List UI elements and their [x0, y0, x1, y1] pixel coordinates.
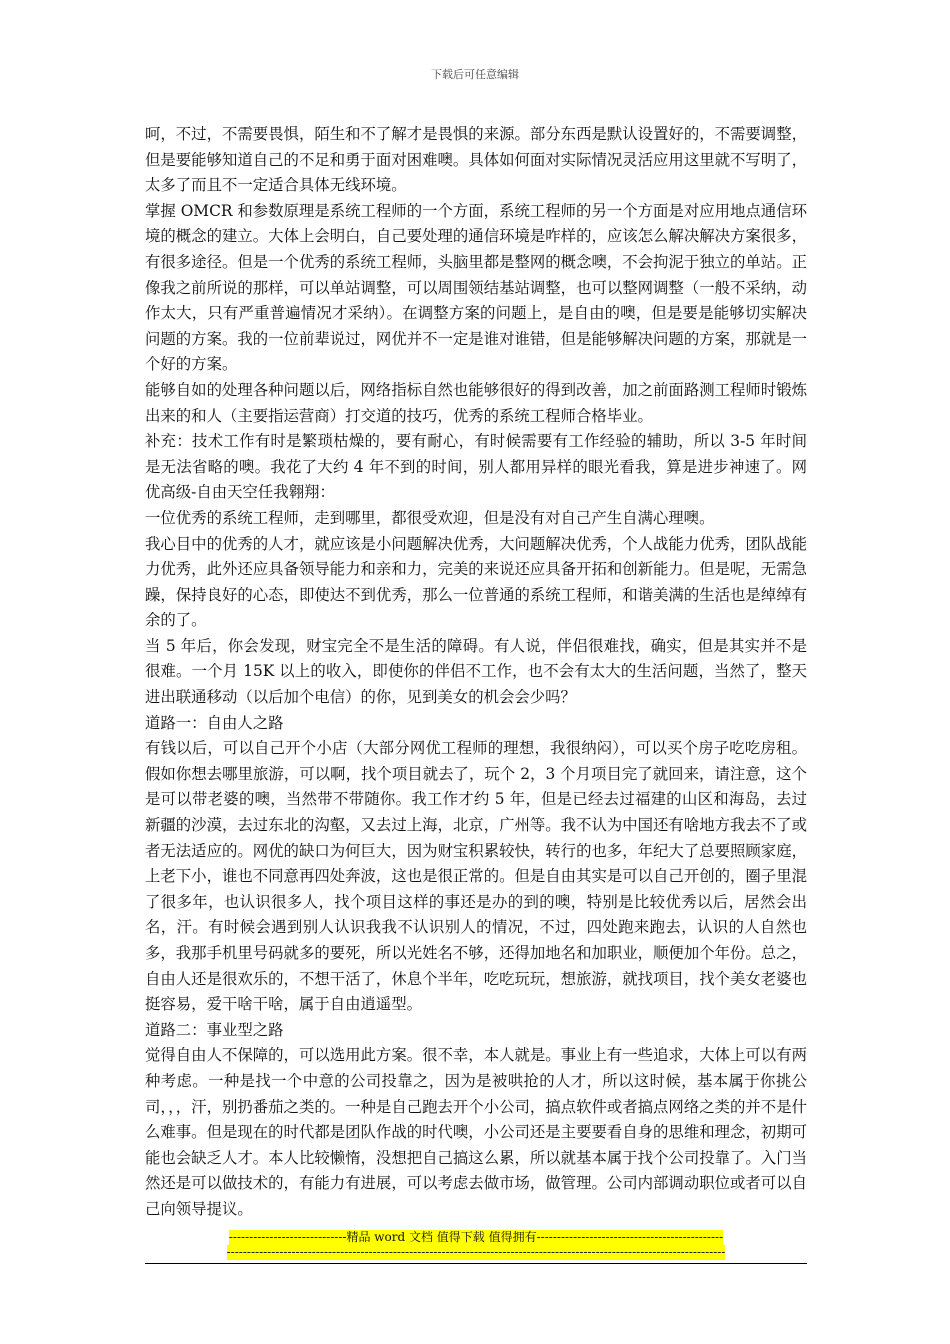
footer-dash-line: ---------------------------------------------------------------------------------------------------------------------------	[226, 1245, 726, 1259]
paragraph: 呵，不过，不需要畏惧，陌生和不了解才是畏惧的来源。部分东西是默认设置好的，不需要调整，但是要能够知道自己的不足和勇于面对困难噢。具体如何面对实际情况灵活应用这里就不写明了，太多了而且不一定适合具体无线环境。	[145, 125, 807, 195]
document-body	[145, 122, 807, 1223]
paragraph: 补充：技术工作有时是繁琐枯燥的，要有耐心，有时候需要有工作经验的辅助，所以 3-5 年时间是无法省略的噢。我花了大约 4 年不到的时间，别人都用异样的眼光看我，算是进步神速了。网优高级-自由天空任我翱翔：	[145, 432, 807, 502]
footer-banner-line: -----------------------------精品 word 文档 值得下载 值得拥有----------------------------------------------	[228, 1230, 724, 1244]
paragraph: 一位优秀的系统工程师，走到哪里，都很受欢迎，但是没有对自己产生自满心理噢。	[145, 508, 715, 527]
footer-rule	[145, 1263, 807, 1264]
page-footer	[145, 1230, 807, 1264]
section-heading: 道路二：事业型之路	[145, 1020, 284, 1039]
paragraph: 我心目中的优秀的人才，就应该是小问题解决优秀，大问题解决优秀，个人战能力优秀，团队战能力优秀，此外还应具备领导能力和亲和力，完美的来说还应具备开拓和创新能力。但是呢，无需急躁，保持良好的心态，即使达不到优秀，那么一位普通的系统工程师，和谐美满的生活也是绰绰有余的了。	[145, 534, 807, 630]
paragraph: 能够自如的处理各种问题以后，网络指标自然也能够很好的得到改善，加之前面路测工程师时锻炼出来的和人（主要指运营商）打交道的技巧，优秀的系统工程师合格毕业。	[145, 380, 807, 425]
paragraph: 觉得自由人不保障的，可以选用此方案。很不幸，本人就是。事业上有一些追求，大体上可以有两种考虑。一种是找一个中意的公司投靠之，因为是被哄抢的人才，所以这时候，基本属于你挑公司，，，汗，别扔番茄之类的。一种是自己跑去开个小公司，搞点软件或者搞点网络之类的并不是什么难事。但是现在的时代都是团队作战的时代噢，小公司还是主要要看自身的思维和理念，初期可能也会缺乏人才。本人比较懒惰，没想把自己搞这么累，所以就基本属于找个公司投靠了。入门当然还是可以做技术的，有能力有进展，可以考虑去做市场，做管理。公司内部调动职位或者可以自己向领导提议。	[145, 1046, 807, 1218]
paragraph: 当 5 年后，你会发现，财宝完全不是生活的障碍。有人说，伴侣很难找，确实，但是其实并不是很难。一个月 15K 以上的收入，即使你的伴侣不工作，也不会有太大的生活问题，当然了，整天进出联通移动（以后加个电信）的你，见到美女的机会会少吗？	[145, 636, 807, 707]
section-heading: 道路一：自由人之路	[145, 713, 284, 732]
page-header: 下载后可任意编辑	[431, 68, 519, 81]
paragraph: 掌握 OMCR 和参数原理是系统工程师的一个方面，系统工程师的另一个方面是对应用地点通信环境的概念的建立。大体上会明白，自己要处理的通信环境是咋样的，应该怎么解决解决方案很多，有很多途径。但是一个优秀的系统工程师，头脑里都是整网的概念噢，不会拘泥于独立的单站。正像我之前所说的那样，可以单站调整，可以周围领结基站调整，也可以整网调整（一般不采纳，动作太大，只有严重普遍情况才采纳）。在调整方案的问题上，是自由的噢，但是要是能够切实解决问题的方案。我的一位前辈说过，网优并不一定是谁对谁错，但是能够解决问题的方案，那就是一个好的方案。	[145, 201, 807, 374]
paragraph: 有钱以后，可以自己开个小店（大部分网优工程师的理想，我很纳闷），可以买个房子吃吃房租。假如你想去哪里旅游，可以啊，找个项目就去了，玩个 2，3 个月项目完了就回来，请注意，这个是可以带老婆的噢，当然带不带随你。我工作才约 5 年，但是已经去过福建的山区和海岛，去过新疆的沙漠，去过东北的沟壑，又去过上海，北京，广州等。我不认为中国还有啥地方我去不了或者无法适应的。网优的缺口为何巨大，因为财宝积累较快，转行的也多，年纪大了总要照顾家庭，上老下小，谁也不同意再四处奔波，这也是很正常的。但是自由其实是可以自己开创的，圈子里混了很多年，也认识很多人，找个项目这样的事还是办的到的噢，特别是比较优秀以后，居然会出名，汗。有时候会遇到别人认识我我不认识别人的情况，不过，四处跑来跑去，认识的人自然也多，我那手机里号码就多的要死，所以光姓名不够，还得加地名和加职业，顺便加个年份。总之，自由人还是很欢乐的，不想干活了，休息个半年，吃吃玩玩，想旅游，就找项目，找个美女老婆也挺容易，爱干啥干啥，属于自由逍遥型。	[145, 739, 807, 1014]
